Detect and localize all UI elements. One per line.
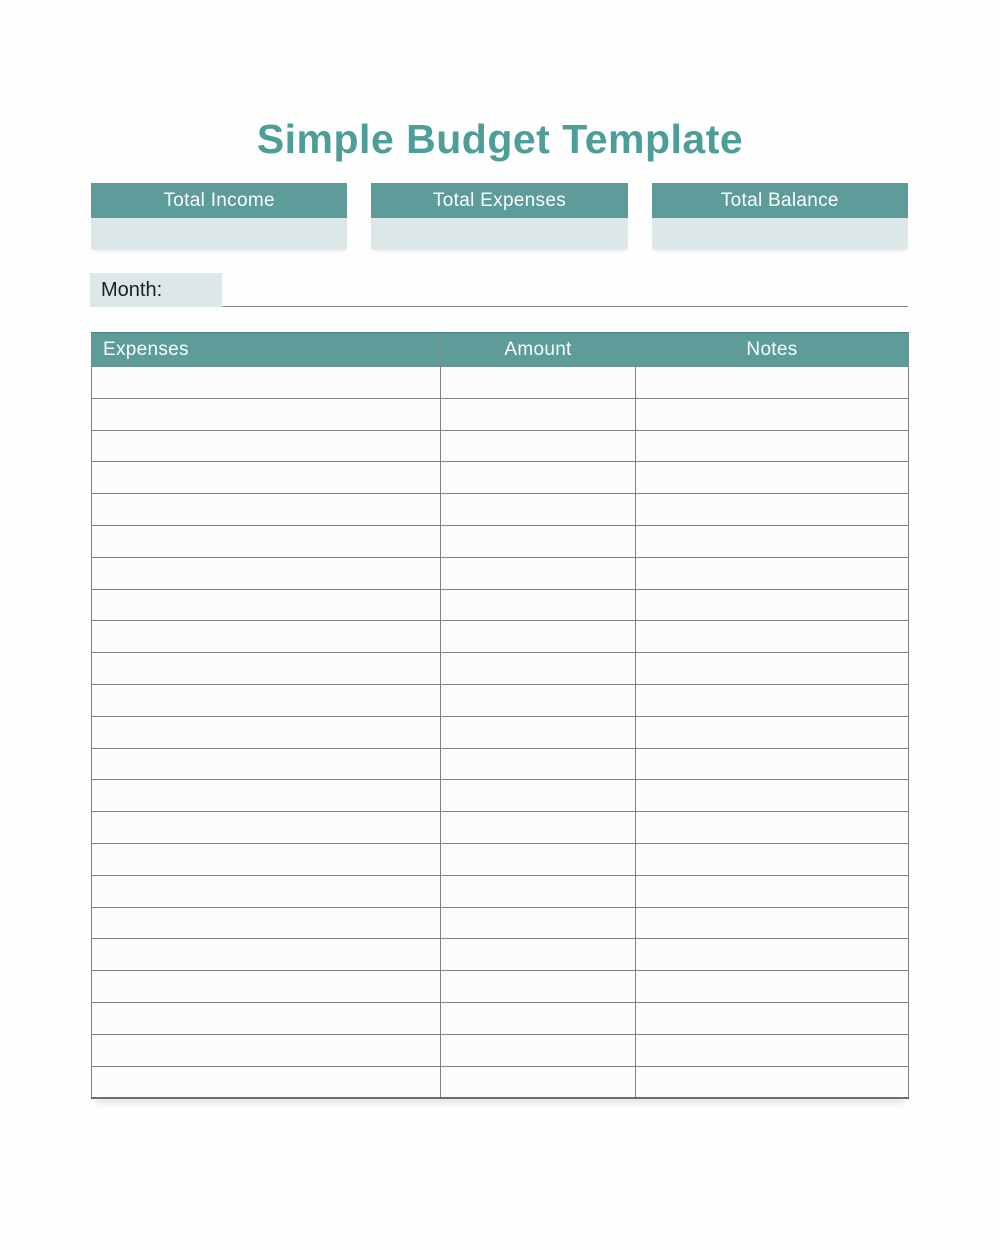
table-row: [92, 684, 909, 716]
table-body: [92, 367, 909, 1098]
table-cell-notes[interactable]: [636, 494, 909, 526]
expenses-table: [91, 332, 909, 1099]
table-cell-expenses[interactable]: [92, 653, 441, 685]
table-cell-notes[interactable]: [636, 843, 909, 875]
total-expenses-header: Total Expenses: [371, 183, 627, 218]
table-row: [92, 716, 909, 748]
total-income-box: [91, 183, 347, 249]
table-cell-amount[interactable]: [441, 589, 636, 621]
table-cell-expenses[interactable]: [92, 398, 441, 430]
table-cell-expenses[interactable]: [92, 494, 441, 526]
table-cell-amount[interactable]: [441, 812, 636, 844]
table-cell-amount[interactable]: [441, 875, 636, 907]
table-row: [92, 748, 909, 780]
table-cell-expenses[interactable]: [92, 1034, 441, 1066]
month-label: [90, 273, 222, 307]
total-income-value[interactable]: [91, 218, 347, 249]
table-cell-notes[interactable]: [636, 557, 909, 589]
total-expenses-box: [371, 183, 627, 249]
column-header-notes: Notes: [636, 333, 909, 367]
table-cell-expenses[interactable]: [92, 812, 441, 844]
table-cell-amount[interactable]: [441, 684, 636, 716]
table-row: [92, 367, 909, 399]
table-cell-expenses[interactable]: [92, 939, 441, 971]
table-cell-expenses[interactable]: [92, 621, 441, 653]
table-cell-amount[interactable]: [441, 557, 636, 589]
table-cell-expenses[interactable]: [92, 462, 441, 494]
table-cell-notes[interactable]: [636, 1034, 909, 1066]
table-row: [92, 1034, 909, 1066]
table-cell-notes[interactable]: [636, 1002, 909, 1034]
table-row: [92, 971, 909, 1003]
table-row: [92, 875, 909, 907]
table-cell-notes[interactable]: [636, 653, 909, 685]
table-cell-amount[interactable]: [441, 971, 636, 1003]
month-row: [90, 273, 908, 307]
page-title: Simple Budget Template: [256, 116, 744, 162]
month-label-text: Month:: [101, 278, 163, 301]
table-cell-amount[interactable]: [441, 494, 636, 526]
table-cell-expenses[interactable]: [92, 1066, 441, 1098]
table-row: [92, 494, 909, 526]
table-row: [92, 430, 909, 462]
table-row: [92, 1002, 909, 1034]
table-cell-notes[interactable]: [636, 971, 909, 1003]
table-cell-amount[interactable]: [441, 939, 636, 971]
table-cell-notes[interactable]: [636, 398, 909, 430]
table-cell-expenses[interactable]: [92, 430, 441, 462]
table-cell-expenses[interactable]: [92, 525, 441, 557]
table-cell-expenses[interactable]: [92, 780, 441, 812]
table-cell-notes[interactable]: [636, 907, 909, 939]
table-cell-amount[interactable]: [441, 430, 636, 462]
table-cell-expenses[interactable]: [92, 557, 441, 589]
table-cell-expenses[interactable]: [92, 1002, 441, 1034]
column-header-expenses: Expenses: [92, 333, 441, 367]
table-cell-amount[interactable]: [441, 367, 636, 399]
table-header-row: [92, 333, 909, 367]
total-expenses-value[interactable]: [371, 218, 627, 249]
table-cell-notes[interactable]: [636, 1066, 909, 1098]
table-cell-notes[interactable]: [636, 716, 909, 748]
table-row: [92, 843, 909, 875]
table-cell-expenses[interactable]: [92, 716, 441, 748]
total-balance-box: [652, 183, 908, 249]
table-cell-expenses[interactable]: [92, 748, 441, 780]
table-cell-amount[interactable]: [441, 843, 636, 875]
table-row: [92, 907, 909, 939]
table-cell-expenses[interactable]: [92, 589, 441, 621]
month-value-field[interactable]: [222, 273, 908, 307]
table-cell-notes[interactable]: [636, 589, 909, 621]
table-cell-expenses[interactable]: [92, 971, 441, 1003]
table-cell-notes[interactable]: [636, 684, 909, 716]
table-cell-notes[interactable]: [636, 621, 909, 653]
table-row: [92, 653, 909, 685]
table-cell-notes[interactable]: [636, 462, 909, 494]
table-row: [92, 1066, 909, 1098]
table-cell-expenses[interactable]: [92, 907, 441, 939]
table-row: [92, 621, 909, 653]
table-row: [92, 780, 909, 812]
table-cell-amount[interactable]: [441, 780, 636, 812]
table-cell-amount[interactable]: [441, 1034, 636, 1066]
table-row: [92, 398, 909, 430]
total-income-header: Total Income: [91, 183, 347, 218]
table-cell-expenses[interactable]: [92, 875, 441, 907]
table-cell-expenses[interactable]: [92, 843, 441, 875]
table-cell-amount[interactable]: [441, 907, 636, 939]
table-cell-expenses[interactable]: [92, 367, 441, 399]
table-cell-amount[interactable]: [441, 653, 636, 685]
table-row: [92, 939, 909, 971]
table-cell-notes[interactable]: [636, 939, 909, 971]
table-cell-amount[interactable]: [441, 398, 636, 430]
table-header: [92, 333, 909, 367]
table-cell-notes[interactable]: [636, 748, 909, 780]
table-cell-amount[interactable]: [441, 1002, 636, 1034]
table-cell-notes[interactable]: [636, 812, 909, 844]
table-cell-notes[interactable]: [636, 525, 909, 557]
table-row: [92, 589, 909, 621]
table-row: [92, 462, 909, 494]
table-row: [92, 557, 909, 589]
total-balance-header: Total Balance: [652, 183, 908, 218]
table-cell-amount[interactable]: [441, 1066, 636, 1098]
table-cell-amount[interactable]: [441, 525, 636, 557]
summary-row: [91, 183, 908, 249]
table-cell-notes[interactable]: [636, 367, 909, 399]
table-cell-notes[interactable]: [636, 875, 909, 907]
table-cell-expenses[interactable]: [92, 684, 441, 716]
table-cell-amount[interactable]: [441, 748, 636, 780]
table-cell-amount[interactable]: [441, 462, 636, 494]
table-cell-amount[interactable]: [441, 621, 636, 653]
table-cell-notes[interactable]: [636, 780, 909, 812]
table-cell-notes[interactable]: [636, 430, 909, 462]
table-row: [92, 812, 909, 844]
table-cell-amount[interactable]: [441, 716, 636, 748]
table-row: [92, 525, 909, 557]
total-balance-value[interactable]: [652, 218, 908, 249]
column-header-amount: Amount: [441, 333, 636, 367]
